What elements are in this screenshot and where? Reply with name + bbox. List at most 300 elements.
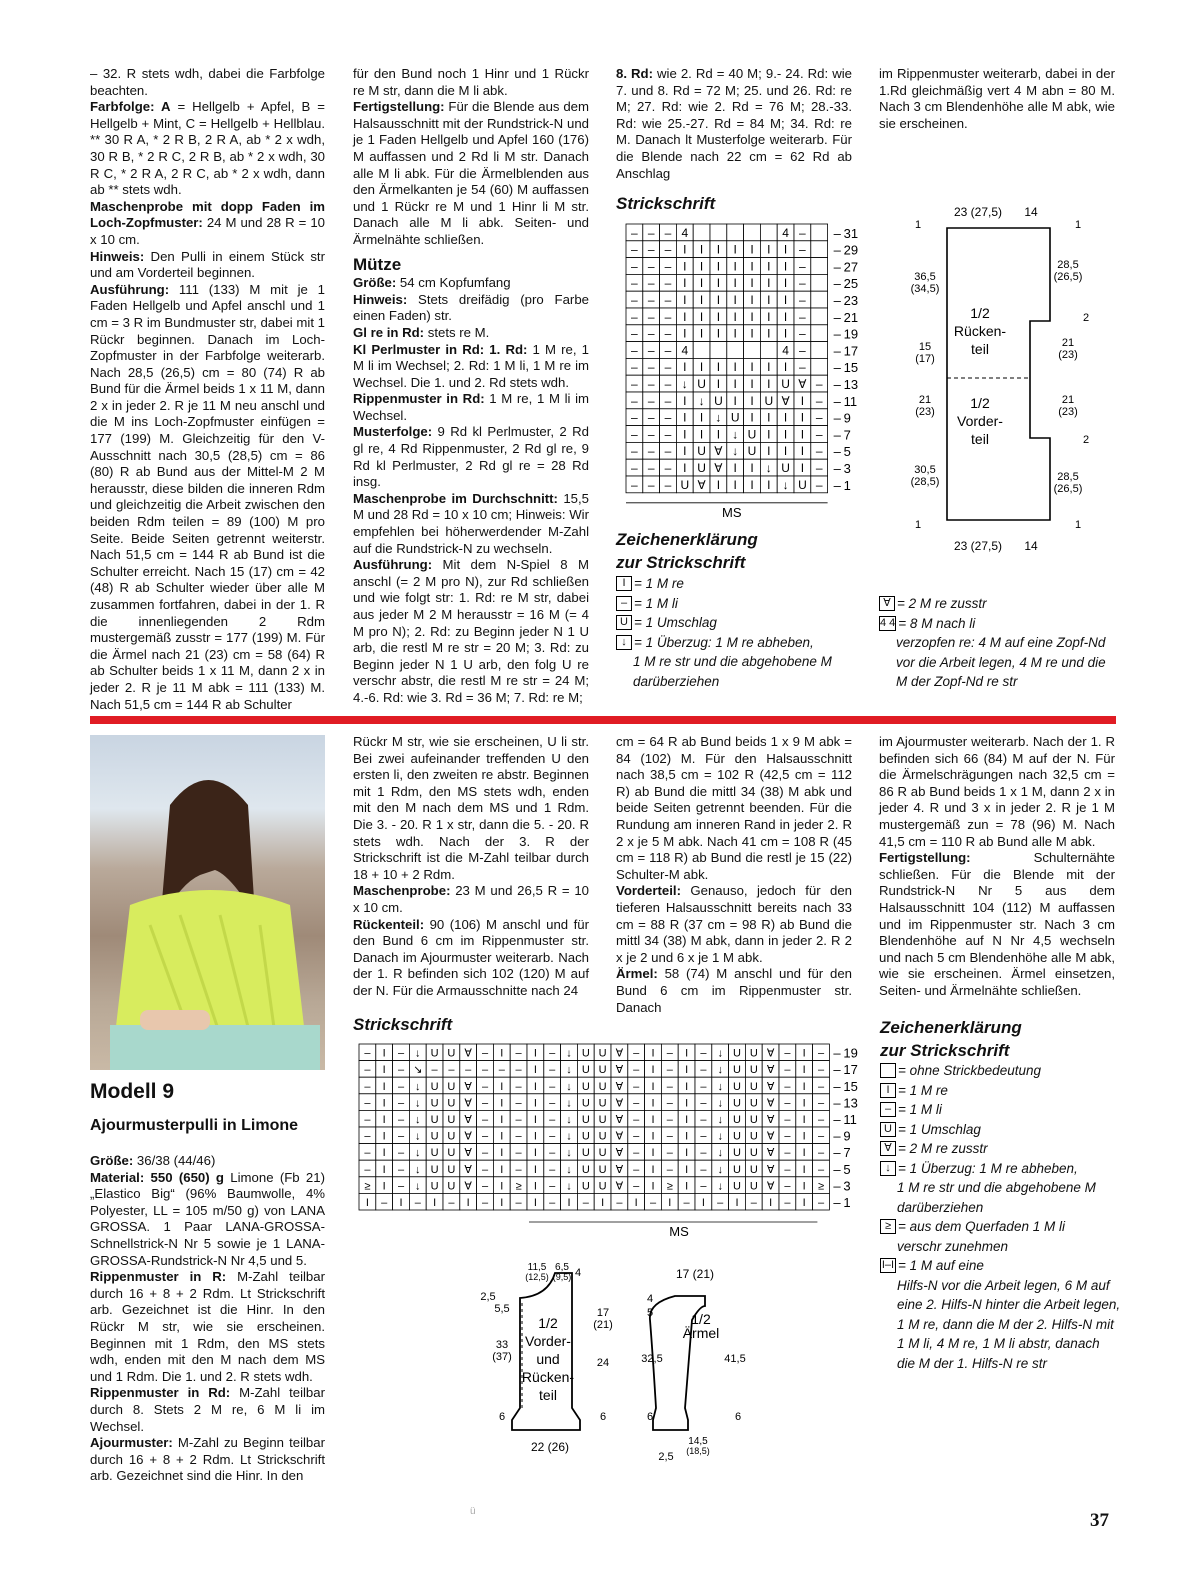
chart-symbol: – xyxy=(664,410,672,425)
legend-text: = 8 M nach li xyxy=(898,615,976,631)
row-label: 3 xyxy=(843,461,851,476)
dim-left: 36,5 xyxy=(914,271,936,283)
paragraph-heading: Rückenteil: xyxy=(353,916,425,932)
chart-symbol: – xyxy=(700,1130,707,1143)
chart-symbol: – xyxy=(664,377,672,391)
chart-symbol: – xyxy=(364,1163,371,1176)
chart-symbol: 4 xyxy=(681,343,689,358)
legend-text: = ohne Strickbedeutung xyxy=(898,1063,1041,1078)
chart-symbol: – xyxy=(817,1163,825,1176)
row-tick: – xyxy=(833,393,841,409)
legend-1-title xyxy=(616,528,758,574)
row-tick: – xyxy=(833,461,841,476)
chart-symbol: – xyxy=(631,410,638,425)
chart-symbol: – xyxy=(515,1114,522,1126)
chart-symbol: I xyxy=(500,1047,504,1060)
legend-row xyxy=(880,1159,1130,1179)
chart-symbol: I xyxy=(382,1163,386,1176)
chart-symbol: ∀ xyxy=(798,377,807,391)
chart-symbol: ∀ xyxy=(615,1097,624,1110)
chart-symbol: I xyxy=(601,1197,605,1209)
legend-row xyxy=(616,652,866,672)
legend-row xyxy=(616,633,866,653)
chart-symbol: – xyxy=(664,477,672,492)
marker: 1 xyxy=(1074,519,1082,531)
chart-symbol: I xyxy=(683,410,687,425)
chart-symbol: U xyxy=(598,1064,607,1077)
model-photo xyxy=(90,735,325,1070)
row-label: 27 xyxy=(843,259,859,275)
dim: 14,5 xyxy=(688,1436,708,1447)
chart-symbol: I xyxy=(683,293,687,307)
paragraph xyxy=(353,66,589,99)
legend-row xyxy=(880,1334,1130,1354)
dim: 6 xyxy=(599,1411,607,1423)
legend-row xyxy=(879,633,1129,653)
chart-symbol: – xyxy=(633,1047,640,1060)
legend-1-title-line2: zur Strickschrift xyxy=(616,553,746,572)
chart-symbol: I xyxy=(651,1130,655,1143)
chart-symbol: ∀ xyxy=(781,393,790,408)
chart-symbol: ∀ xyxy=(615,1147,624,1160)
dim: 6 xyxy=(734,1411,742,1423)
chart-symbol: – xyxy=(649,1197,657,1209)
chart-cell xyxy=(811,342,828,359)
chart-symbol: – xyxy=(647,242,655,257)
row-tick: – xyxy=(833,326,841,342)
row-label: 9 xyxy=(843,410,851,426)
ms-label: MS xyxy=(669,1224,689,1239)
chart-symbol: – xyxy=(631,309,638,324)
chart-symbol: I xyxy=(750,309,754,324)
chart-symbol: ∀ xyxy=(766,1080,775,1093)
dim-left: (23) xyxy=(915,406,935,418)
row-tick: – xyxy=(833,242,841,258)
chart-symbol: ↓ xyxy=(415,1180,421,1193)
paragraph xyxy=(90,1153,325,1170)
schematic-label: 1/2 xyxy=(538,1315,558,1331)
chart-symbol: – xyxy=(664,293,672,307)
marker: 1 xyxy=(914,519,922,531)
chart-symbol: I xyxy=(733,309,737,324)
legend-text: 1 M re, dann die M der 2. Hilfs-N mit xyxy=(897,1316,1114,1332)
paragraph-text: 15,5 M und 28 Rd = 10 x 10 cm; Hinweis: Wir empfehlen bei höherwerdender M-Zahl auf die Rundstrick-N zu wechseln. xyxy=(353,490,589,556)
chart-symbol: – xyxy=(666,1163,673,1176)
row-label: 15 xyxy=(843,1078,858,1094)
schematic-outline xyxy=(947,228,1050,520)
paragraph-heading: Ärmel: xyxy=(616,966,658,982)
chart-symbol: ∀ xyxy=(766,1180,775,1193)
chart-symbol: ↓ xyxy=(566,1097,572,1110)
paragraph-heading: Rippenmuster in Rd: xyxy=(353,391,485,407)
chart-symbol: – xyxy=(815,461,823,475)
legend-text: M der Zopf-Nd re str xyxy=(896,674,1018,689)
dim: 4 xyxy=(646,1293,654,1305)
chart-symbol: – xyxy=(631,343,638,358)
chart-symbol: – xyxy=(616,1197,623,1209)
paragraph-text: Schulternähte schließen. Für die Blende mit der Rundstrick-N Nr 5 aus dem Halsausschnitt 104 (112) M auffassen und im Rippenmuster str. Nach 3 cm Blendenhöhe auf N Nr 4,5 wechseln und nach 5 cm Blendenhöhe alle M abk, wie sie erscheinen. Ärmel einsetzen, Seiten- und Ärmelnähte schließen. xyxy=(879,850,1115,998)
chart-symbol: – xyxy=(647,225,655,240)
row-label: 13 xyxy=(843,377,859,392)
row-label: 19 xyxy=(843,1045,858,1061)
chart-symbol: – xyxy=(633,1180,640,1193)
knitting-chart-1 xyxy=(616,220,859,520)
chart-symbol: – xyxy=(515,1047,522,1060)
row-label: 11 xyxy=(843,393,858,409)
chart-symbol: I xyxy=(733,393,737,408)
row-tick: – xyxy=(833,259,841,275)
paragraph-heading: 8. Rd: xyxy=(616,66,653,81)
chart-symbol: I xyxy=(533,1197,537,1209)
chart-symbol: U xyxy=(447,1047,456,1060)
chart-symbol: – xyxy=(817,1147,825,1160)
chart-cell xyxy=(811,291,828,308)
chart-symbol: U xyxy=(447,1114,456,1126)
legend-text: = 1 M li xyxy=(898,1102,942,1117)
schematic-label: und xyxy=(536,1351,560,1367)
legend-text: = aus dem Querfaden 1 M li xyxy=(898,1219,1065,1234)
chart-symbol: I xyxy=(382,1147,386,1160)
paragraph-heading: Musterfolge: xyxy=(353,424,433,440)
chart-symbol: ∀ xyxy=(615,1180,624,1193)
chart-symbol: U xyxy=(430,1114,439,1126)
chart-symbol: ↓ xyxy=(566,1080,572,1093)
chart-symbol: – xyxy=(647,444,655,459)
chart-symbol: ↓ xyxy=(698,393,705,408)
chart-symbol: – xyxy=(515,1147,522,1160)
row-tick: – xyxy=(833,293,841,308)
chart-symbol: U xyxy=(733,1147,741,1160)
chart-symbol: – xyxy=(664,276,672,291)
chart-symbol: I xyxy=(783,444,788,459)
schematic-label: 1/2 xyxy=(970,305,990,321)
chart-symbol: I xyxy=(716,309,721,324)
chart-symbol: I xyxy=(783,410,788,425)
chart-symbol: I xyxy=(767,259,771,274)
chart-symbol: I xyxy=(767,427,771,442)
chart-symbol: I xyxy=(716,259,721,274)
chart-symbol: I xyxy=(716,360,721,375)
chart-symbol: – xyxy=(817,1197,825,1209)
dim-right: (23) xyxy=(1058,349,1078,361)
chart-symbol: ≥ xyxy=(666,1180,673,1193)
chart-symbol: I xyxy=(365,1197,369,1209)
chart-symbol: – xyxy=(664,427,672,442)
chart-symbol: I xyxy=(733,293,737,307)
chart-symbol: I xyxy=(699,410,704,425)
chart-symbol: I xyxy=(767,360,771,375)
paragraph-text: – 32. R stets wdh, dabei die Farbfolge beachten. xyxy=(90,66,325,98)
chart-symbol: I xyxy=(685,1080,689,1093)
chart-symbol: I xyxy=(533,1180,537,1193)
chart-symbol: – xyxy=(633,1163,640,1176)
knitting-chart-2 xyxy=(355,1042,865,1239)
paragraph-text: 1 M re, 1 M li im Wechsel; 2. Rd: 1 M li, 1 M re im Wechsel. Die 1. und 2. Rd stets wdh. xyxy=(353,341,589,390)
chart-symbol: – xyxy=(549,1114,556,1126)
chart-symbol: – xyxy=(647,461,655,475)
chart-symbol: – xyxy=(700,1080,707,1093)
row-tick: – xyxy=(833,1045,841,1061)
chart-symbol: ↓ xyxy=(782,477,789,492)
row-tick: – xyxy=(833,343,841,359)
chart-symbol: U xyxy=(598,1180,607,1193)
chart-symbol: I xyxy=(767,410,771,425)
chart-symbol: I xyxy=(683,326,687,341)
chart-symbol: I xyxy=(769,1197,773,1209)
paragraph-heading: Farbfolge: A xyxy=(90,99,171,115)
chart-symbol: ∀ xyxy=(615,1064,624,1077)
paragraph-heading: Hinweis: xyxy=(90,248,145,264)
paragraph-heading: Größe: xyxy=(90,1153,134,1168)
chart-symbol: U xyxy=(733,1114,741,1126)
dim-bottom-2: 14 xyxy=(1024,539,1038,553)
chart-symbol: – xyxy=(582,1197,589,1209)
paragraph xyxy=(353,275,589,292)
legend-2-title-line1: Zeichenerklärung xyxy=(880,1018,1022,1037)
chart-symbol: U xyxy=(447,1097,456,1110)
dim: (18,5) xyxy=(686,1446,710,1456)
paragraph-text: = Hellgelb + Apfel, B = Hellgelb + Mint, C = Hellgelb + Hellblau. ** 30 R A, * 2 R B, 2 R A, ab * 2 x wdh, 30 R B, * 2 R C, 2 R B, ab * 2 x wdh, 30 R C, * 2 R A, 2 R C, ab * 2 x wdh, dann ab ** stets wdh. xyxy=(90,99,325,198)
legend-symbol: I xyxy=(616,576,632,591)
paragraph-text: Für die Blende aus dem Halsausschnitt mit der Rundstrick-N und je 1 Faden Hellgelb und Apfel 160 (176) M auffassen und 2 Rd li M str. Danach alle M li abk. Für die Ärmelblenden aus den Ärmelkanten je 54 (60) M auffassen und 1 Rückr re M und 1 Hinr li M str. Danach alle M li abk. Seiten- und Ärmelnähte schließen. xyxy=(353,99,589,247)
chart-symbol: I xyxy=(733,461,737,475)
chart-symbol: U xyxy=(697,444,706,459)
chart-symbol: I xyxy=(683,444,687,459)
chart-symbol: I xyxy=(802,1097,806,1110)
chart-symbol: ∀ xyxy=(464,1180,472,1193)
chart-symbol: – xyxy=(549,1080,556,1093)
chart-symbol: – xyxy=(717,1197,724,1209)
chart-symbol: ↓ xyxy=(415,1097,421,1110)
row-label: 3 xyxy=(843,1178,851,1194)
chart-symbol: ≥ xyxy=(515,1180,522,1193)
legend-row xyxy=(880,1256,1130,1276)
chart-symbol: ↓ xyxy=(681,377,688,391)
chart-symbol: 4 xyxy=(681,225,689,240)
row-tick: – xyxy=(833,1195,841,1210)
text-column-2 xyxy=(353,66,589,707)
chart-symbol: I xyxy=(651,1163,655,1176)
paragraph xyxy=(353,734,589,883)
chart-symbol: – xyxy=(815,477,823,492)
chart-symbol: – xyxy=(515,1197,522,1209)
chart-symbol: I xyxy=(802,1080,806,1093)
chart-symbol: ↓ xyxy=(566,1147,572,1160)
text-column-m9-2 xyxy=(353,734,589,1000)
paragraph-text: im Ajourmuster weiterarb. Nach der 1. R befinden sich 66 (84) M auf der N. Für die Ärmelschrägungen nach 32,5 cm = 86 R ab Bund beids 1 x 1 M, dann 2 x in jeder 4. R und 3 x in jeder 2. R je 1 M mustergemäß zun = 78 (96) M. Nach 41,5 cm = 110 R ab Bund alle M abk. xyxy=(879,734,1115,849)
chart-symbol: – xyxy=(364,1130,371,1143)
chart-symbol: – xyxy=(448,1197,455,1209)
chart-symbol: – xyxy=(817,1064,825,1077)
chart-symbol: I xyxy=(382,1064,386,1077)
row-tick: – xyxy=(833,1078,841,1094)
chart-symbol: I xyxy=(716,427,721,442)
chart-symbol: – xyxy=(664,326,672,341)
chart-symbol: – xyxy=(700,1047,707,1060)
row-tick: – xyxy=(833,360,841,376)
chart-symbol: – xyxy=(549,1130,556,1143)
chart-symbol: U xyxy=(733,1180,741,1193)
chart-symbol: I xyxy=(683,427,687,442)
chart-symbol: – xyxy=(397,1114,405,1126)
chart-symbol: – xyxy=(815,393,823,408)
paragraph xyxy=(353,883,589,916)
chart-symbol: I xyxy=(733,242,737,257)
paragraph-heading: Rippenmuster in R: xyxy=(90,1269,227,1285)
section-divider xyxy=(90,716,1116,724)
chart-symbol: – xyxy=(815,444,823,459)
row-label: 7 xyxy=(843,1145,851,1161)
chart-symbol: ∀ xyxy=(615,1163,624,1176)
chart-symbol: ∀ xyxy=(464,1097,472,1110)
chart-symbol: I xyxy=(651,1064,655,1077)
chart-symbol: – xyxy=(784,1163,791,1176)
chart-symbol: I xyxy=(802,1197,806,1209)
marker: 2 xyxy=(1082,312,1090,324)
chart-symbol: U xyxy=(747,427,757,442)
chart-symbol: ↓ xyxy=(415,1114,421,1126)
legend-row xyxy=(880,1120,1130,1140)
chart-symbol: I xyxy=(750,360,754,375)
chart-symbol: – xyxy=(633,1080,640,1093)
row-tick: – xyxy=(833,1112,841,1127)
paragraph-text: Den Pulli in einem Stück str und am Vorderteil beginnen. xyxy=(90,248,325,281)
legend-symbol-empty xyxy=(880,1063,896,1078)
chart-symbol: I xyxy=(767,444,771,459)
chart-symbol: I xyxy=(533,1114,537,1126)
chart-symbol: ↓ xyxy=(717,1080,723,1093)
paragraph-heading: Maschenprobe im Durchschnitt: xyxy=(353,490,558,506)
chart-symbol: I xyxy=(533,1097,537,1110)
chart-symbol: U xyxy=(714,393,723,408)
chart-symbol: – xyxy=(481,1180,489,1193)
paragraph xyxy=(353,917,589,1000)
legend-text: darüberziehen xyxy=(633,673,720,689)
chart-symbol: ∀ xyxy=(766,1147,775,1160)
row-tick: – xyxy=(833,410,841,426)
chart-symbol: – xyxy=(700,1097,707,1110)
row-label: 31 xyxy=(843,225,859,241)
row-tick: – xyxy=(833,1178,841,1194)
chart-symbol: U xyxy=(598,1080,607,1093)
dim: 4 xyxy=(574,1267,582,1279)
paragraph-text: Genauso, jedoch für den tieferen Halsausschnitt bereits nach 33 cm = 88 R (37 cm = 98 R) ab Bund die mittl 34 (38) M abk, dann in jeder 2. R 2 x je 2 und 6 x je 1 M abk. xyxy=(616,883,852,965)
dim-left: 30,5 xyxy=(914,464,936,476)
chart-symbol: U xyxy=(447,1080,456,1093)
text-column-1 xyxy=(90,66,325,713)
paragraph-text: Stets dreifädig (pro Farbe einen Faden) str. xyxy=(353,291,589,324)
chart-symbol: I xyxy=(683,393,687,408)
legend-symbol: U xyxy=(880,1122,896,1137)
chart-symbol: – xyxy=(664,444,672,459)
chart-symbol: I xyxy=(500,1163,504,1176)
chart-symbol: I xyxy=(500,1180,504,1193)
chart-symbol: U xyxy=(697,377,706,391)
chart-symbol: ↓ xyxy=(415,1147,421,1160)
chart-symbol: U xyxy=(749,1047,758,1060)
chart-symbol: – xyxy=(631,326,638,341)
page-number: 37 xyxy=(1090,1510,1109,1531)
chart-symbol: U xyxy=(581,1080,590,1093)
chart-symbol: ↓ xyxy=(415,1130,421,1143)
chart-symbol: I xyxy=(767,477,771,492)
chart-symbol: U xyxy=(749,1080,758,1093)
legend-text: Hilfs-N vor die Arbeit legen, 6 M auf xyxy=(897,1277,1110,1293)
paragraph-heading: Vorderteil: xyxy=(616,883,681,899)
legend-text: = 1 M li xyxy=(634,595,678,611)
paragraph xyxy=(90,282,325,713)
chart-symbol: – xyxy=(666,1097,673,1110)
marker: 1 xyxy=(1074,219,1082,231)
chart-symbol: – xyxy=(647,377,655,391)
chart-symbol: U xyxy=(730,410,740,425)
paragraph xyxy=(879,66,1115,132)
chart-symbol: – xyxy=(666,1114,673,1126)
paragraph-text: M-Zahl zu Beginn teilbar durch 16 + 8 + 2 Rdm. Lt Strickschrift arb. Gezeichnet sind die Hinr. In den xyxy=(90,1435,325,1484)
chart-symbol: I xyxy=(533,1047,537,1060)
chart-symbol: – xyxy=(647,477,655,492)
text-column-m9-3 xyxy=(616,734,852,1016)
chart-symbol: – xyxy=(664,343,672,358)
legend-row xyxy=(880,1100,1130,1120)
row-tick: – xyxy=(833,1145,841,1161)
legend-row xyxy=(880,1237,1130,1257)
chart-symbol: – xyxy=(799,276,806,291)
chart-symbol: – xyxy=(515,1080,522,1093)
dim-left: 15 xyxy=(918,341,932,353)
chart-symbol: ∀ xyxy=(464,1130,472,1143)
chart-symbol: ↓ xyxy=(415,1047,421,1060)
chart-symbol: – xyxy=(631,259,638,274)
legend-symbol: ↓ xyxy=(880,1161,896,1176)
chart-symbol: I xyxy=(651,1114,655,1126)
chart-symbol: – xyxy=(515,1097,522,1110)
legend-text: = 1 Umschlag xyxy=(898,1121,981,1137)
chart-symbol: – xyxy=(448,1064,455,1077)
paragraph xyxy=(616,734,852,883)
chart-symbol: I xyxy=(750,259,754,274)
paragraph-text: 36/38 (44/46) xyxy=(133,1153,216,1168)
model-subtitle: Ajourmusterpulli in Limone xyxy=(90,1117,299,1134)
chart-symbol: ↓ xyxy=(566,1180,572,1193)
chart-symbol: – xyxy=(647,309,655,324)
chart-symbol: I xyxy=(783,293,788,307)
chart-symbol: I xyxy=(466,1197,470,1209)
chart-symbol: ∀ xyxy=(697,477,706,492)
chart-symbol: I xyxy=(699,427,704,442)
dim: 33 xyxy=(495,1339,509,1351)
legend-symbol: 4 4 xyxy=(880,616,896,629)
chart-symbol: I xyxy=(800,410,805,425)
chart-symbol: I xyxy=(500,1080,504,1093)
chart-symbol: I xyxy=(783,326,788,341)
chart-symbol: I xyxy=(651,1147,655,1160)
chart-symbol: ∀ xyxy=(464,1163,472,1176)
legend-symbol: ↓ xyxy=(616,635,632,650)
chart-cell xyxy=(811,325,828,342)
paragraph xyxy=(90,99,325,199)
paragraph xyxy=(353,99,589,248)
chart-symbol: I xyxy=(433,1197,437,1209)
dim-right: 28,5 xyxy=(1057,471,1079,483)
paragraph xyxy=(90,1385,325,1435)
chart-symbol: U xyxy=(680,477,690,492)
chart-symbol: I xyxy=(533,1147,537,1160)
chart-symbol: U xyxy=(581,1064,590,1077)
chart-symbol: U xyxy=(581,1180,590,1193)
chart-symbol: I xyxy=(733,259,737,274)
chart-symbol: I xyxy=(500,1114,504,1126)
